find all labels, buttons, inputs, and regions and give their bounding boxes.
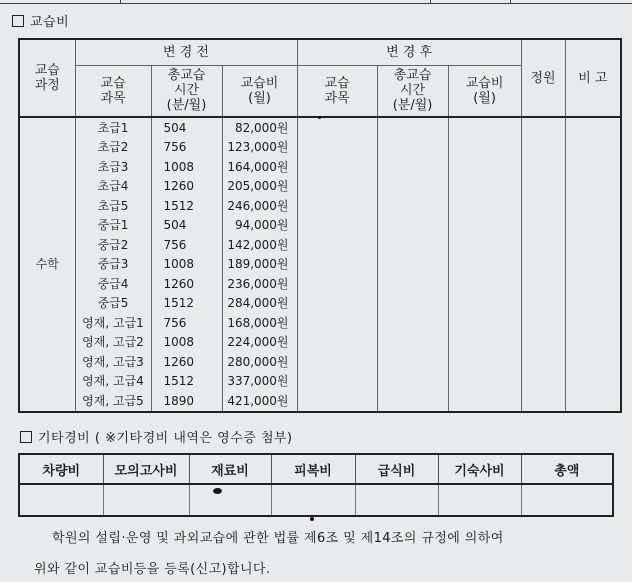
empty-cell (377, 255, 448, 275)
empty-cell (297, 138, 377, 158)
fee-table (18, 38, 622, 413)
header-capacity: 정원 (521, 39, 565, 117)
header-after: 변 경 후 (297, 39, 521, 65)
subject-cell: 영재, 고급1 (75, 313, 151, 333)
empty-cell (377, 138, 448, 158)
empty-cell (565, 177, 621, 197)
ink-blot (213, 488, 222, 494)
time-cell: 1512 (151, 196, 222, 216)
expense-value-cell (19, 484, 103, 516)
expense-header: 피복비 (271, 454, 355, 484)
empty-cell (297, 274, 377, 294)
empty-cell (565, 138, 621, 158)
time-cell: 1260 (151, 177, 222, 197)
fee-cell: 164,000원 (222, 157, 297, 177)
empty-cell (521, 352, 565, 372)
subject-cell: 초급2 (75, 138, 151, 158)
table-row (19, 274, 621, 294)
subject-cell: 영재, 고급4 (75, 372, 151, 392)
fee-cell: 123,000원 (222, 138, 297, 158)
empty-cell (297, 333, 377, 353)
empty-cell (521, 196, 565, 216)
expense-header: 총액 (521, 454, 613, 484)
empty-cell (377, 274, 448, 294)
header-before-fee: 교습비 (월) (222, 65, 297, 117)
empty-cell (377, 313, 448, 333)
empty-cell (297, 235, 377, 255)
table-row (19, 255, 621, 275)
legal-text-line2: 위와 같이 교습비등을 등록(신고)합니다. (34, 562, 271, 577)
table-row (19, 235, 621, 255)
subject-cell: 중급2 (75, 235, 151, 255)
empty-cell (565, 117, 621, 138)
fee-cell: 189,000원 (222, 255, 297, 275)
empty-cell (521, 216, 565, 236)
fee-cell: 421,000원 (222, 391, 297, 412)
empty-cell (521, 274, 565, 294)
fee-cell: 168,000원 (222, 313, 297, 333)
fee-cell: 205,000원 (222, 177, 297, 197)
empty-cell (565, 372, 621, 392)
empty-cell (521, 255, 565, 275)
empty-cell (377, 352, 448, 372)
table-row (19, 391, 621, 412)
empty-cell (565, 196, 621, 216)
section-expense-label: 기타경비 ( ※기타경비 내역은 영수증 첨부) (38, 431, 293, 446)
fee-cell: 280,000원 (222, 352, 297, 372)
empty-cell (521, 138, 565, 158)
empty-cell (297, 177, 377, 197)
empty-cell (297, 117, 377, 138)
empty-cell (377, 235, 448, 255)
subject-cell: 초급4 (75, 177, 151, 197)
table-row (19, 333, 621, 353)
table-row (19, 177, 621, 197)
expense-value-cell (103, 484, 189, 516)
time-cell: 504 (151, 117, 222, 138)
empty-cell (448, 177, 521, 197)
fee-cell: 82,000원 (222, 117, 297, 138)
empty-cell (448, 196, 521, 216)
empty-cell (521, 313, 565, 333)
empty-cell (377, 333, 448, 353)
legal-text-line1: 학원의 설립·운영 및 과외교습에 관한 법률 제6조 및 제14조의 규정에 의하여 (52, 531, 504, 546)
empty-cell (377, 294, 448, 314)
subject-cell: 중급5 (75, 294, 151, 314)
checkbox-icon (20, 431, 32, 443)
empty-cell (377, 391, 448, 412)
expense-header: 기숙사비 (438, 454, 521, 484)
empty-cell (565, 157, 621, 177)
empty-cell (521, 177, 565, 197)
header-before-subject: 교습 과목 (75, 65, 151, 117)
empty-cell (297, 255, 377, 275)
table-row (19, 138, 621, 158)
subject-cell: 중급4 (75, 274, 151, 294)
time-cell: 1512 (151, 372, 222, 392)
table-row (19, 352, 621, 372)
time-cell: 756 (151, 138, 222, 158)
empty-cell (565, 274, 621, 294)
empty-cell (448, 117, 521, 138)
subject-cell: 중급3 (75, 255, 151, 275)
empty-cell (297, 352, 377, 372)
empty-cell (521, 157, 565, 177)
header-after-time: 총교습 시간 (분/월) (377, 65, 448, 117)
empty-cell (448, 216, 521, 236)
empty-cell (448, 235, 521, 255)
time-cell: 1008 (151, 333, 222, 353)
empty-cell (565, 391, 621, 412)
expense-value-cell (189, 484, 271, 516)
expense-value-cell (438, 484, 521, 516)
expense-value-cell (271, 484, 355, 516)
empty-cell (377, 372, 448, 392)
subject-cell: 영재, 고급3 (75, 352, 151, 372)
empty-cell (521, 294, 565, 314)
time-cell: 756 (151, 235, 222, 255)
empty-cell (377, 117, 448, 138)
header-note: 비 고 (565, 39, 621, 117)
empty-cell (297, 372, 377, 392)
empty-cell (448, 294, 521, 314)
subject-cell: 중급1 (75, 216, 151, 236)
empty-cell (297, 313, 377, 333)
time-cell: 504 (151, 216, 222, 236)
expense-value-cell (521, 484, 613, 516)
time-cell: 756 (151, 313, 222, 333)
header-after-fee: 교습비 (월) (448, 65, 521, 117)
empty-cell (377, 157, 448, 177)
empty-cell (565, 216, 621, 236)
empty-cell (297, 391, 377, 412)
time-cell: 1008 (151, 255, 222, 275)
table-row (19, 372, 621, 392)
expense-header: 재료비 (189, 454, 271, 484)
fee-cell: 246,000원 (222, 196, 297, 216)
fee-cell: 142,000원 (222, 235, 297, 255)
expense-table (18, 453, 614, 517)
ink-speck (318, 116, 321, 119)
table-row (19, 313, 621, 333)
header-before-time: 총교습 시간 (분/월) (151, 65, 222, 117)
empty-cell (448, 352, 521, 372)
course-cell: 수학 (19, 117, 75, 412)
section-fee-title (12, 11, 69, 30)
empty-cell (565, 294, 621, 314)
time-cell: 1890 (151, 391, 222, 412)
empty-cell (521, 235, 565, 255)
empty-cell (377, 196, 448, 216)
time-cell: 1008 (151, 157, 222, 177)
empty-cell (448, 255, 521, 275)
fee-cell: 224,000원 (222, 333, 297, 353)
empty-cell (565, 235, 621, 255)
empty-cell (565, 352, 621, 372)
empty-cell (565, 255, 621, 275)
subject-cell: 영재, 고급2 (75, 333, 151, 353)
table-row (19, 157, 621, 177)
subject-cell: 초급3 (75, 157, 151, 177)
empty-cell (297, 196, 377, 216)
time-cell: 1260 (151, 352, 222, 372)
table-row (19, 196, 621, 216)
empty-cell (448, 313, 521, 333)
empty-cell (297, 157, 377, 177)
header-before: 변 경 전 (75, 39, 297, 65)
empty-cell (377, 216, 448, 236)
empty-cell (297, 294, 377, 314)
top-cell-dividers (0, 0, 632, 4)
subject-cell: 초급1 (75, 117, 151, 138)
fee-cell: 94,000원 (222, 216, 297, 236)
table-row (19, 216, 621, 236)
checkbox-icon (12, 15, 24, 27)
empty-cell (448, 138, 521, 158)
empty-cell (565, 333, 621, 353)
empty-cell (377, 177, 448, 197)
empty-cell (448, 391, 521, 412)
empty-cell (297, 216, 377, 236)
empty-cell (521, 372, 565, 392)
expense-header: 급식비 (355, 454, 438, 484)
time-cell: 1512 (151, 294, 222, 314)
header-after-subject: 교습 과목 (297, 65, 377, 117)
table-row (19, 294, 621, 314)
ink-speck (310, 517, 314, 521)
expense-value-cell (355, 484, 438, 516)
subject-cell: 영재, 고급5 (75, 391, 151, 412)
section-expense-title (20, 427, 293, 446)
header-course: 교습 과정 (19, 39, 75, 117)
time-cell: 1260 (151, 274, 222, 294)
empty-cell (521, 333, 565, 353)
empty-cell (448, 157, 521, 177)
fee-cell: 236,000원 (222, 274, 297, 294)
fee-cell: 337,000원 (222, 372, 297, 392)
empty-cell (521, 117, 565, 138)
empty-cell (448, 274, 521, 294)
subject-cell: 초급5 (75, 196, 151, 216)
empty-cell (448, 333, 521, 353)
table-row (19, 117, 621, 138)
fee-cell: 284,000원 (222, 294, 297, 314)
expense-header: 모의고사비 (103, 454, 189, 484)
section-fee-label: 교습비 (30, 15, 70, 30)
empty-cell (565, 313, 621, 333)
empty-cell (448, 372, 521, 392)
empty-cell (521, 391, 565, 412)
expense-header: 차량비 (19, 454, 103, 484)
